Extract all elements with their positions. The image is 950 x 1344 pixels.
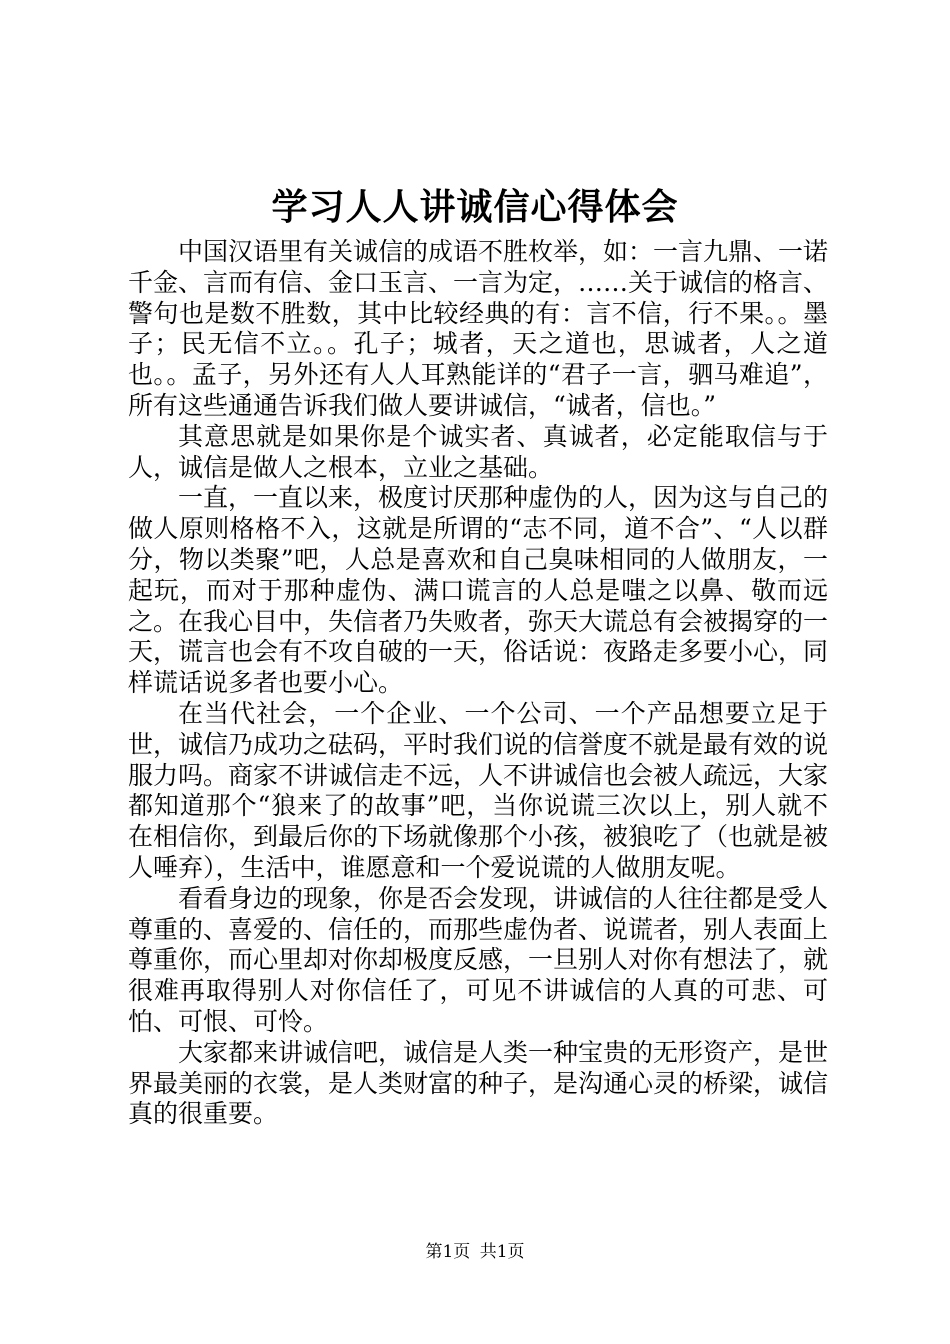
paragraph-6: 大家都来讲诚信吧，诚信是人类一种宝贵的无形资产，是世界最美丽的衣裳，是人类财富的种子，是沟通心灵的桥梁，诚信真的很重要。 xyxy=(128,1037,829,1129)
paragraph-1: 中国汉语里有关诚信的成语不胜枚举，如：一言九鼎、一诺千金、言而有信、金口玉言、一言为定，……关于诚信的格言、警句也是数不胜数，其中比较经典的有：言不信，行不果。。墨子；民无信不立。。孔子；城者，天之道也，思诚者，人之道也。。孟子，另外还有人人耳熟能详的“君子一言，驷马难追”，所有这些通通告诉我们做人要讲诚信，“诚者，信也。” xyxy=(128,237,829,420)
page-footer xyxy=(0,1240,950,1264)
paragraph-2: 其意思就是如果你是个诚实者、真诚者，必定能取信与于人，诚信是做人之根本，立业之基础。 xyxy=(128,421,828,482)
paragraph-4: 在当代社会，一个企业、一个公司、一个产品想要立足于世，诚信乃成功之砝码，平时我们说的信誉度不就是最有效的说服力吗。商家不讲诚信走不远，人不讲诚信也会被人疏远，大家都知道那个“狼来了的故事”吧，当你说谎三次以上，别人就不在相信你，到最后你的下场就像那个小孩，被狼吃了（也就是被人唾弃），生活中，谁愿意和一个爱说谎的人做朋友呢。 xyxy=(128,698,829,882)
page-total: 共1页 xyxy=(479,1242,525,1262)
paragraph-5: 看看身边的现象，你是否会发现，讲诚信的人往往都是受人尊重的、喜爱的、信任的，而那些虚伪者、说谎者，别人表面上尊重你，而心里却对你却极度反感，一旦别人对你有想法了，就很难再取得别人对你信任了，可见不讲诚信的人真的可悲、可怕、可恨、可怜。 xyxy=(128,883,829,1036)
page-number: 第1页 xyxy=(425,1242,471,1262)
paragraph-3: 一直，一直以来，极度讨厌那种虚伪的人，因为这与自己的做人原则格格不入，这就是所谓的“志不同，道不合”、“人以群分，物以类聚”吧，人总是喜欢和自己臭味相同的人做朋友，一起玩，而对于那种虚伪、满口谎言的人总是嗤之以鼻、敬而远之。在我心目中，失信者乃失败者，弥天大谎总有会被揭穿的一天，谎言也会有不攻自破的一天，俗话说：夜路走多要小心，同样谎话说多者也要小心。 xyxy=(128,483,829,698)
document-title: 学习人人讲诚信心得体会 xyxy=(271,187,679,228)
document-body xyxy=(128,237,828,1130)
